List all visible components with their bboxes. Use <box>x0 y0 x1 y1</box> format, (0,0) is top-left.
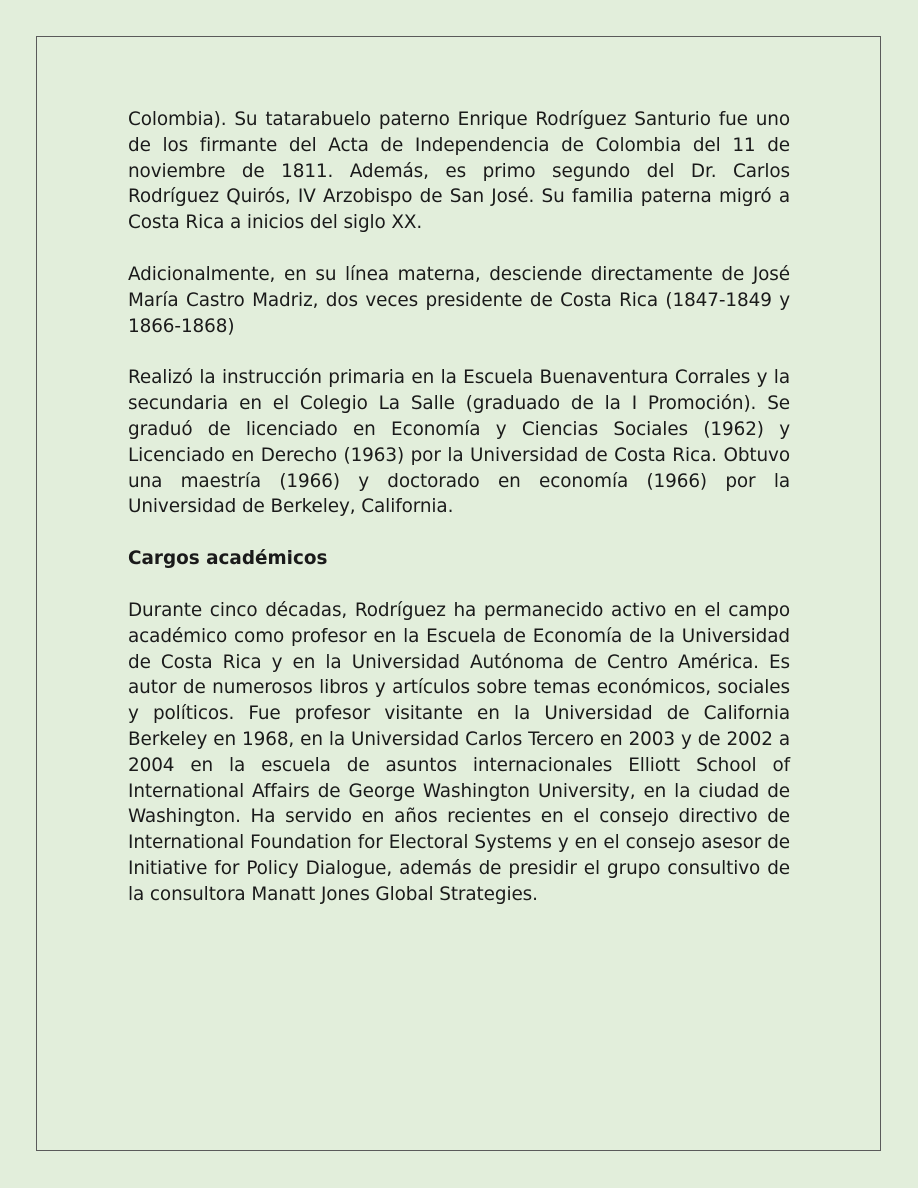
document-body <box>128 107 790 934</box>
paragraph-academic-positions: Durante cinco décadas, Rodríguez ha permanecido activo en el campo académico como profesor en la Escuela de Economía de la Universidad de Costa Rica y en la Universidad Autónoma de Centro América. Es autor de numerosos libros y artículos sobre temas económicos, sociales y políticos. Fue profesor visitante en la Universidad de California Berkeley en 1968, en la Universidad Carlos Tercero en 2003 y de 2002 a 2004 en la escuela de asuntos internacionales Elliott School of International Affairs de George Washington University, en la ciudad de Washington. Ha servido en años recientes en el consejo directivo de International Foundation for Electoral Systems y en el consejo asesor de Initiative for Policy Dialogue, además de presidir el grupo consultivo de la consultora Manatt Jones Global Strategies. <box>128 599 790 905</box>
section-heading-cargos-academicos: Cargos académicos <box>128 548 328 570</box>
paragraph-family-maternal: Adicionalmente, en su línea materna, desciende directamente de José María Castro Madriz, dos veces presidente de Costa Rica (1847-1849 y 1866-1868) <box>128 263 790 337</box>
paragraph-education: Realizó la instrucción primaria en la Escuela Buenaventura Corrales y la secundaria en el Colegio La Salle (graduado de la I Promoción). Se graduó de licenciado en Economía y Ciencias Sociales (1962) y Licenciado en Derecho (1963) por la Universidad de Costa Rica. Obtuvo una maestría (1966) y doctorado en economía (1966) por la Universidad de Berkeley, California. <box>128 367 790 518</box>
paragraph-family-paternal: Colombia). Su tatarabuelo paterno Enrique Rodríguez Santurio fue uno de los firmante del Acta de Independencia de Colombia del 11 de noviembre de 1811. Además, es primo segundo del Dr. Carlos Rodríguez Quirós, IV Arzobispo de San José. Su familia paterna migró a Costa Rica a inicios del siglo XX. <box>128 109 790 234</box>
